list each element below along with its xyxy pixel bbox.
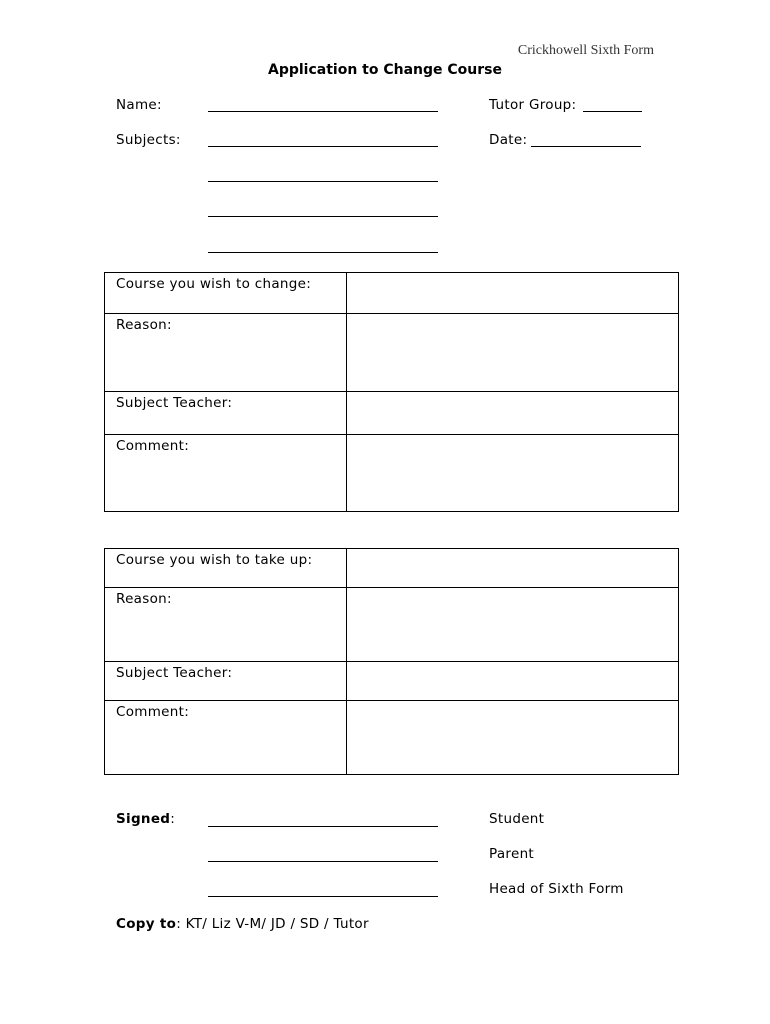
date-field[interactable] (531, 146, 641, 147)
subject-field-1[interactable] (208, 146, 438, 147)
subject-field-3[interactable] (208, 216, 438, 217)
takeup-reason-label: Reason: (105, 588, 347, 662)
change-comment-label: Comment: (105, 435, 347, 512)
takeup-course-input[interactable] (347, 549, 679, 588)
copy-to-line (116, 916, 369, 932)
takeup-course-table (104, 548, 679, 775)
copy-to-recipients: : KT/ Liz V-M/ JD / SD / Tutor (176, 916, 369, 932)
change-course-table (104, 272, 679, 512)
change-reason-input[interactable] (347, 314, 679, 392)
name-field[interactable] (208, 111, 438, 112)
tutor-group-label: Tutor Group: (489, 97, 577, 113)
date-label: Date: (489, 132, 528, 148)
subject-field-2[interactable] (208, 181, 438, 182)
student-signature-field[interactable] (208, 826, 438, 827)
head-signature-field[interactable] (208, 896, 438, 897)
change-reason-label: Reason: (105, 314, 347, 392)
signed-label-text: Signed (116, 811, 171, 827)
takeup-course-label: Course you wish to take up: (105, 549, 347, 588)
takeup-teacher-label: Subject Teacher: (105, 662, 347, 701)
change-course-input[interactable] (347, 273, 679, 314)
takeup-comment-input[interactable] (347, 701, 679, 775)
student-label: Student (489, 811, 545, 827)
head-of-sixth-form-label: Head of Sixth Form (489, 881, 624, 897)
parent-label: Parent (489, 846, 535, 862)
change-teacher-input[interactable] (347, 392, 679, 435)
takeup-comment-label: Comment: (105, 701, 347, 775)
parent-signature-field[interactable] (208, 861, 438, 862)
form-title: Application to Change Course (268, 62, 502, 78)
subjects-label: Subjects: (116, 132, 181, 148)
copy-to-label: Copy to (116, 916, 177, 932)
signed-label (116, 811, 175, 827)
change-course-label: Course you wish to change: (105, 273, 347, 314)
takeup-teacher-input[interactable] (347, 662, 679, 701)
school-name: Crickhowell Sixth Form (517, 43, 654, 58)
signed-colon: : (170, 811, 176, 827)
takeup-reason-input[interactable] (347, 588, 679, 662)
change-teacher-label: Subject Teacher: (105, 392, 347, 435)
subject-field-4[interactable] (208, 252, 438, 253)
change-comment-input[interactable] (347, 435, 679, 512)
tutor-group-field[interactable] (583, 111, 642, 112)
name-label: Name: (116, 97, 162, 113)
